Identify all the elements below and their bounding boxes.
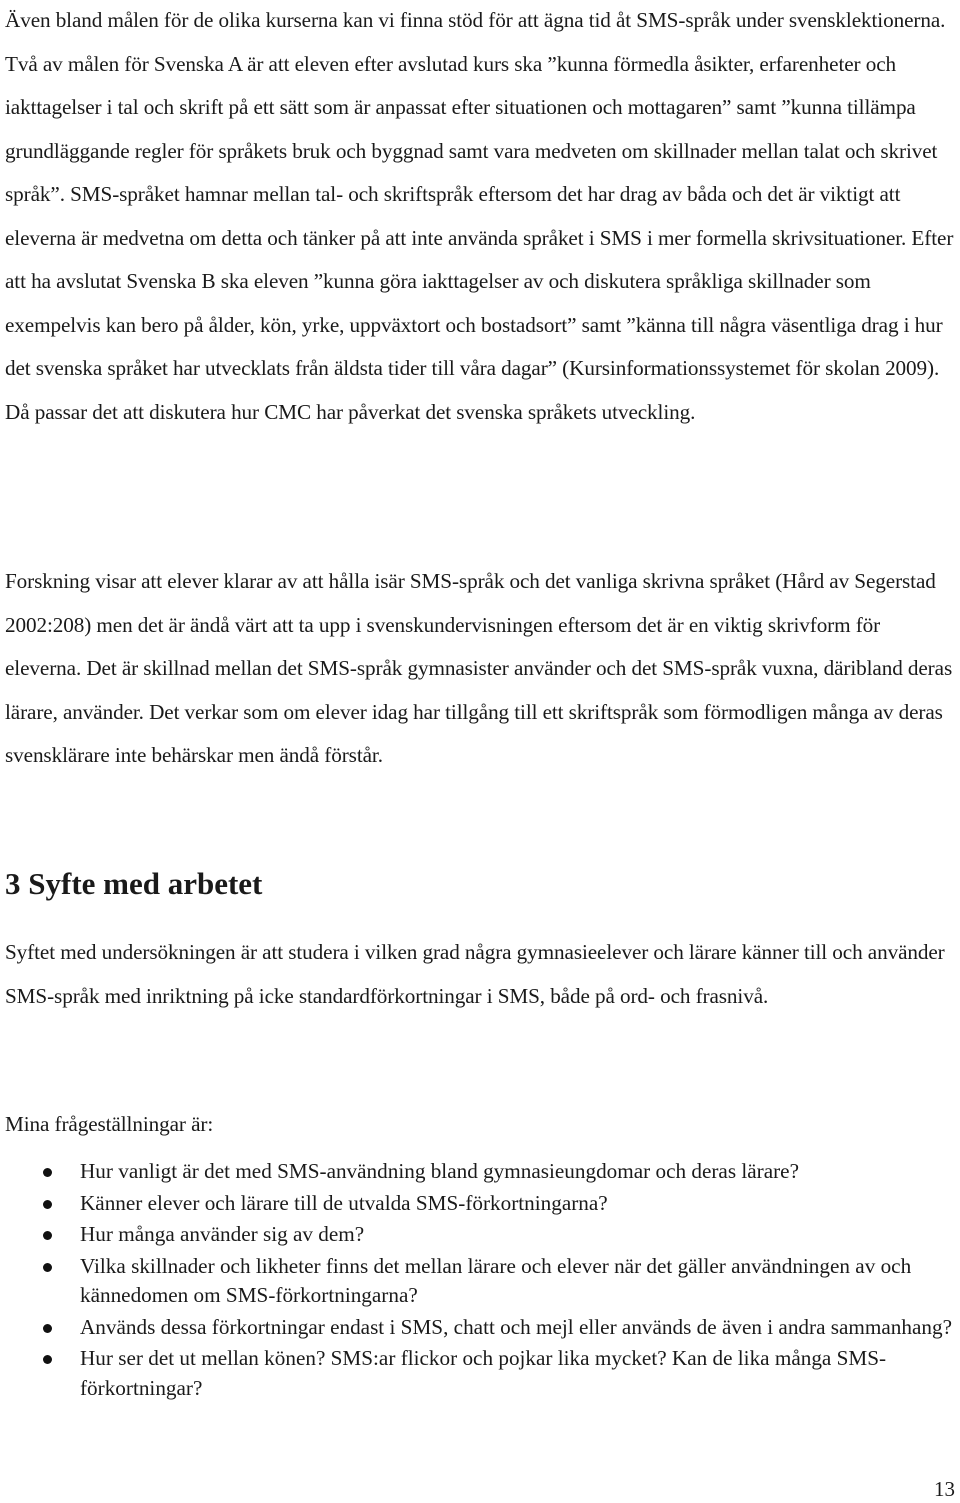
paragraph-purpose: Syftet med undersökningen är att studera i vilken grad några gymnasieelever och lärare känner till och använder SMS-språk med inriktning på icke standardförkortningar i SMS, både på ord- och frasnivå. <box>5 940 945 1008</box>
paragraph-course-goals: Även bland målen för de olika kurserna kan vi finna stöd för att ägna tid åt SMS-språk under svensklektionerna. Två av målen för Svenska A är att eleven efter avslutad kurs ska ”kunna förmedla åsikter, erfarenheter och iakttagelser i tal och skrift på ett sätt som är anpassat efter situationen och mottagaren” samt ”kunna tillämpa grundläggande regler för språkets bruk och byggnad samt vara medveten om skillnader mellan talat och skrivet språk”. SMS-språket hamnar mellan tal- och skriftspråk eftersom det har drag av båda och det är viktigt att eleverna är medvetna om detta och tänker på att inte använda språket i SMS i mer formella skrivsituationer. Efter att ha avslutat Svenska B ska eleven ”kunna göra iakttagelser av och diskutera språkliga skillnader som exempelvis kan bero på ålder, kön, yrke, uppväxtort och bostadsort” samt ”känna till några väsentliga drag i hur det svenska språket har utvecklats från äldsta tider till våra dagar” (Kursinformationssystemet för skolan 2009). Då passar det att diskutera hur CMC har påverkat det svenska språkets utveckling. <box>5 8 954 424</box>
question-text: Används dessa förkortningar endast i SMS, chatt och mejl eller används de även i andra sammanhang? <box>80 1314 952 1339</box>
bullet-icon <box>43 1200 52 1209</box>
paragraph-questions-intro: Mina frågeställningar är: <box>5 1112 214 1136</box>
list-item <box>5 1189 955 1219</box>
page-number: 13 <box>934 1477 955 1501</box>
list-item <box>5 1313 955 1343</box>
list-item <box>5 1157 955 1187</box>
bullet-icon <box>43 1355 52 1364</box>
question-text: Vilka skillnader och likheter finns det mellan lärare och elever när det gäller användningen av och kännedomen om SMS-förkortningarna? <box>80 1253 912 1307</box>
bullet-icon <box>43 1231 52 1240</box>
bullet-icon <box>43 1263 52 1272</box>
question-text: Hur vanligt är det med SMS-användning bland gymnasieungdomar och deras lärare? <box>80 1159 799 1183</box>
list-item <box>5 1220 955 1250</box>
list-item <box>5 1252 955 1311</box>
list-item <box>5 1344 955 1403</box>
bullet-icon <box>43 1168 52 1177</box>
bullet-icon <box>43 1324 52 1333</box>
question-text: Hur många använder sig av dem? <box>80 1222 365 1246</box>
question-text: Hur ser det ut mellan könen? SMS:ar flickor och pojkar lika mycket? Kan de lika många SMS-förkortningar? <box>80 1346 887 1400</box>
section-heading: 3 Syfte med arbetet <box>5 866 263 901</box>
paragraph-research: Forskning visar att elever klarar av att hålla isär SMS-språk och det vanliga skrivna språket (Hård av Segerstad 2002:208) men det är ändå värt att ta upp i svenskundervisningen eftersom det är en viktig skrivform för eleverna. Det är skillnad mellan det SMS-språk gymnasister använder och det SMS-språk vuxna, däribland deras lärare, använder. Det verkar som om elever idag har tillgång till ett skriftspråk som förmodligen många av deras svensklärare inte behärskar men ändå förstår. <box>5 569 953 767</box>
question-text: Känner elever och lärare till de utvalda SMS-förkortningarna? <box>80 1190 608 1215</box>
questions-list <box>5 1157 955 1405</box>
